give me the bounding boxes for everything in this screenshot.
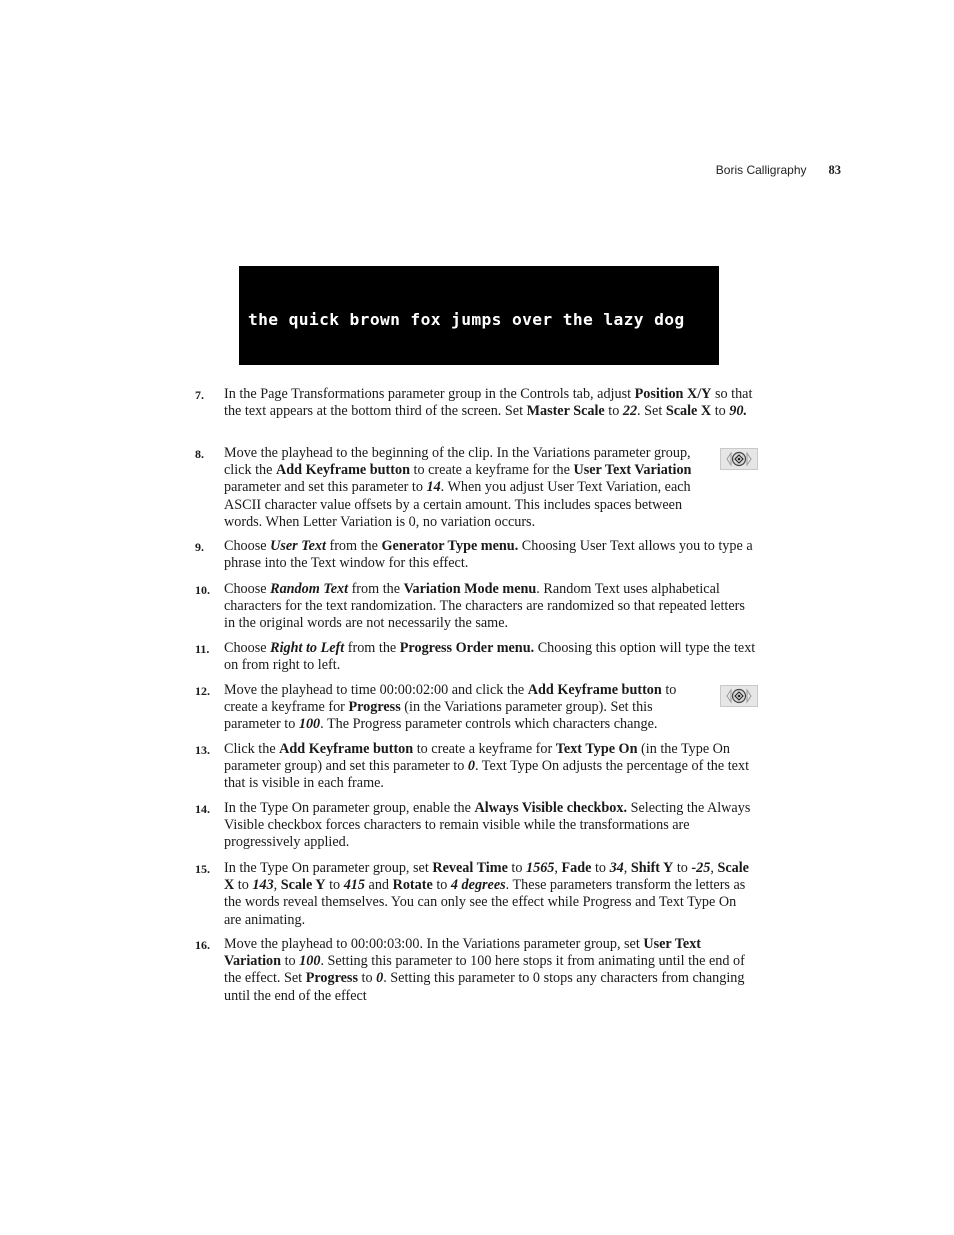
- preview-text: the quick brown fox jumps over the lazy dog: [248, 310, 685, 329]
- step-emphasis: Generator Type menu.: [381, 538, 519, 554]
- step-emphasis: Scale Y: [280, 877, 326, 894]
- step-12: [195, 682, 702, 734]
- step-11: [195, 640, 756, 674]
- step-text: Move the playhead to time 00:00:02:00 and click the Add Keyframe button to create a keyframe for Progress (in the Variations parameter group). Set this parameter to 100. The Progress parameter controls which characters change.: [224, 682, 677, 733]
- step-text: Move the playhead to the beginning of the clip. In the Variations parameter group, click the Add Keyframe button to create a keyframe for the User Text Variation parameter and set this parameter to 14. When you adjust User Text Variation, each ASCII character value offsets by a certain amount. This includes spaces between words. When Letter Variation is 0, no variation occurs.: [224, 445, 692, 530]
- step-7: [195, 386, 756, 420]
- step-number: 11.: [195, 642, 210, 656]
- running-head: [716, 163, 841, 178]
- text-preview-frame: [239, 266, 719, 365]
- step-number: 13.: [195, 743, 210, 757]
- step-emphasis: -25: [691, 860, 711, 876]
- step-emphasis: User Text Variation: [573, 462, 692, 479]
- step-number: 8.: [195, 447, 204, 461]
- step-emphasis: Position X/Y: [634, 386, 712, 402]
- step-emphasis: 0: [376, 970, 384, 987]
- step-emphasis: 0: [467, 758, 475, 775]
- step-9: [195, 538, 756, 572]
- step-number: 15.: [195, 862, 210, 876]
- step-8: [195, 445, 702, 531]
- step-text: Move the playhead to 00:00:03:00. In the Variations parameter group, set User Text Variation to 100. Setting this parameter to 100 here stops it from animating until the end of the effect. Set Progress to 0. Setting this parameter to 0 stops any characters from changing until the end of the effect: [224, 936, 745, 1004]
- step-number: 16.: [195, 938, 210, 952]
- step-emphasis: Add Keyframe button: [527, 682, 662, 698]
- step-emphasis: User Text Variation: [224, 936, 702, 970]
- step-emphasis: Add Keyframe button: [276, 462, 410, 479]
- step-emphasis: User Text: [270, 538, 326, 554]
- step-text: In the Type On parameter group, set Reveal Time to 1565, Fade to 34, Shift Y to -25, Scale X to 143, Scale Y to 415 and Rotate to 4 degrees. These parameters transform the letters as the words reveal themselves. You can only see the effect while Progress and Text Type On are animating.: [224, 860, 749, 928]
- step-emphasis: Scale X: [665, 403, 712, 420]
- step-text: In the Page Transformations parameter group in the Controls tab, adjust Position X/Y so that the text appears at the bottom third of the screen. Set Master Scale to 22. Set Scale X to 90.: [224, 386, 753, 420]
- step-number: 12.: [195, 684, 210, 698]
- add-keyframe-button-icon: [720, 448, 758, 470]
- step-emphasis: 4 degrees: [450, 877, 506, 894]
- step-emphasis: Rotate: [392, 877, 433, 894]
- step-emphasis: Fade: [561, 860, 592, 876]
- step-13: [195, 741, 756, 793]
- step-text: Choose User Text from the Generator Type menu. Choosing User Text allows you to type a phrase into the Text window for this effect.: [224, 538, 753, 572]
- step-16: [195, 936, 756, 1005]
- step-emphasis: 143: [252, 877, 274, 894]
- step-14: [195, 800, 756, 852]
- chapter-title: Boris Calligraphy: [715, 163, 807, 177]
- step-number: 14.: [195, 802, 210, 816]
- step-15: [195, 860, 756, 929]
- step-emphasis: 14: [426, 479, 441, 496]
- step-number: 10.: [195, 583, 210, 597]
- step-emphasis: 100: [299, 953, 321, 970]
- step-emphasis: 415: [343, 877, 365, 894]
- step-emphasis: Right to Left: [270, 640, 345, 656]
- step-emphasis: Scale X: [224, 860, 749, 894]
- step-emphasis: Random Text: [270, 581, 349, 597]
- step-emphasis: Progress Order menu.: [399, 640, 535, 656]
- step-emphasis: Reveal Time: [432, 860, 508, 876]
- step-emphasis: Progress: [305, 970, 358, 987]
- step-emphasis: Master Scale: [526, 403, 605, 420]
- step-emphasis: 90.: [729, 403, 748, 420]
- add-keyframe-button-icon: [720, 685, 758, 707]
- step-emphasis: 22: [622, 403, 638, 420]
- page-number: 83: [828, 163, 841, 177]
- step-text: Choose Right to Left from the Progress Order menu. Choosing this option will type the text on from right to left.: [224, 640, 756, 674]
- step-number: 9.: [195, 540, 204, 554]
- step-emphasis: Text Type On: [555, 741, 638, 757]
- step-emphasis: Always Visible checkbox.: [474, 800, 628, 816]
- step-text: In the Type On parameter group, enable the Always Visible checkbox. Selecting the Always Visible checkbox forces characters to remain visible while the transformations are progressively applied.: [224, 800, 751, 851]
- step-emphasis: 34: [609, 860, 624, 876]
- step-emphasis: Progress: [348, 699, 401, 716]
- step-text: Click the Add Keyframe button to create a keyframe for Text Type On (in the Type On parameter group) and set this parameter to 0. Text Type On adjusts the percentage of the text that is visible in each frame.: [224, 741, 750, 792]
- step-emphasis: Variation Mode menu: [403, 581, 537, 597]
- step-emphasis: 1565: [526, 860, 555, 876]
- step-emphasis: Add Keyframe button: [279, 741, 414, 757]
- step-number: 7.: [195, 388, 204, 402]
- step-emphasis: 100: [298, 716, 321, 733]
- step-emphasis: Shift Y: [630, 860, 674, 876]
- step-10: [195, 581, 756, 633]
- step-text: Choose Random Text from the Variation Mode menu. Random Text uses alphabetical characters for the text randomization. The characters are randomized so that repeated letters in the original words are not necessarily the same.: [224, 581, 745, 632]
